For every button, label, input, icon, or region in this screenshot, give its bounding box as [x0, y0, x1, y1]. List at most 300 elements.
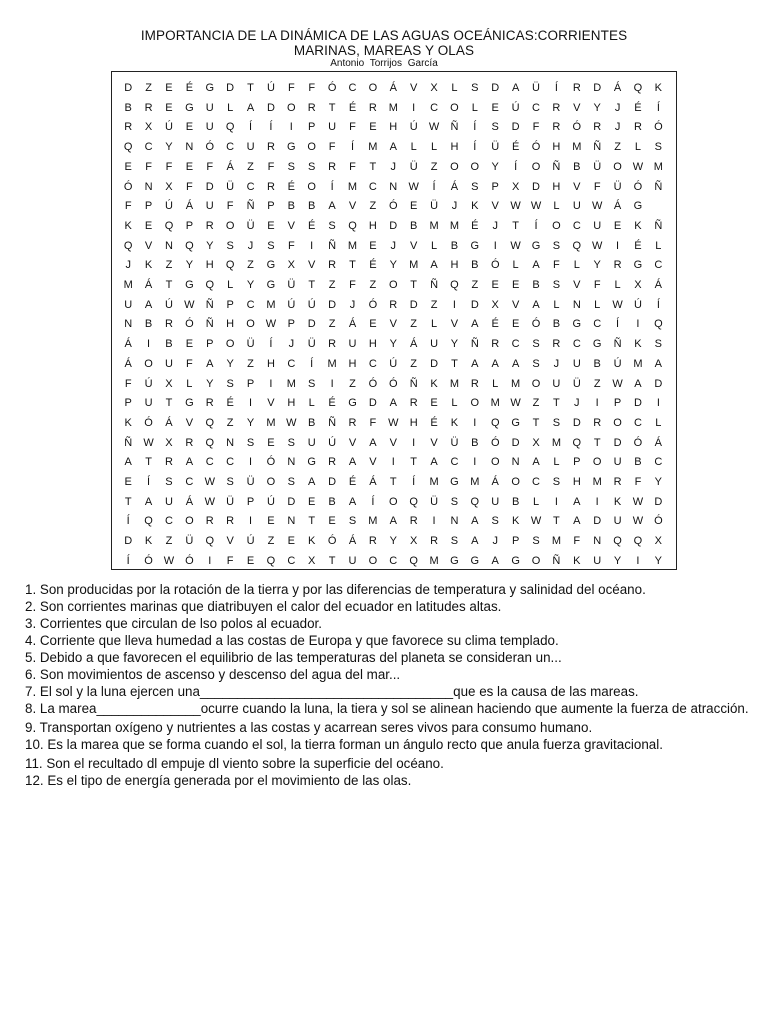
grid-letter: F [634, 476, 642, 488]
grid-letter: H [389, 121, 398, 134]
grid-letter: I [595, 397, 599, 410]
grid-letter: L [430, 239, 438, 252]
grid-letter: O [388, 279, 398, 291]
grid-letter: Y [593, 101, 601, 114]
grid-letter: Ú [165, 298, 173, 311]
grid-letter: Ú [266, 495, 275, 508]
grid-letter: X [654, 535, 663, 548]
grid-letter: Ú [633, 298, 642, 311]
grid-letter: L [186, 377, 193, 390]
grid-letter: V [573, 180, 581, 193]
grid-letter: K [654, 82, 663, 94]
grid-letter: I [636, 554, 640, 567]
grid-letter: L [614, 279, 621, 291]
grid-letter: H [205, 259, 214, 272]
grid-letter: L [655, 239, 662, 252]
grid-letter: T [247, 82, 254, 94]
grid-letter: Q [123, 239, 133, 252]
grid-letter: V [369, 456, 377, 469]
grid-letter: I [473, 416, 477, 429]
grid-letter: H [368, 338, 377, 351]
grid-row [118, 137, 670, 157]
grid-letter: R [328, 160, 337, 173]
grid-letter: E [491, 101, 499, 114]
grid-letter: E [267, 436, 275, 449]
grid-letter: U [572, 357, 581, 370]
grid-letter: Í [269, 121, 273, 134]
grid-letter: Ú [511, 101, 520, 114]
grid-letter: R [165, 318, 173, 331]
grid-letter: Q [633, 82, 643, 94]
grid-letter: M [429, 476, 439, 488]
grid-letter: X [409, 535, 418, 548]
grid-letter: V [185, 416, 194, 429]
grid-letter: Ú [165, 121, 173, 134]
grid-letter: C [246, 298, 255, 311]
grid-letter: M [123, 279, 133, 291]
grid-letter: R [185, 436, 194, 449]
grid-letter: Á [654, 436, 663, 449]
grid-letter: D [226, 82, 235, 94]
grid-letter: Í [473, 141, 477, 154]
grid-letter: F [532, 121, 540, 134]
grid-letter: Ñ [430, 279, 439, 291]
grid-letter: A [532, 456, 540, 469]
grid-letter: B [511, 495, 520, 508]
grid-letter: Ó [185, 554, 194, 567]
grid-letter: Y [491, 160, 499, 173]
grid-letter: M [449, 377, 460, 390]
grid-letter: M [327, 357, 337, 370]
grid-letter: N [144, 180, 153, 193]
grid-letter: Ú [287, 298, 296, 311]
page-subtitle: MARINAS, MAREAS Y OLAS [293, 43, 475, 58]
grid-letter: Ú [165, 200, 173, 213]
grid-letter: G [266, 259, 276, 272]
grid-letter: Y [613, 554, 622, 567]
grid-letter: W [510, 397, 521, 410]
grid-letter: S [471, 82, 479, 94]
grid-letter: C [572, 338, 581, 351]
grid-letter: X [308, 554, 316, 567]
grid-letter: L [471, 101, 478, 114]
grid-letter: U [144, 397, 153, 410]
grid-letter: Ú [266, 82, 275, 94]
grid-letter: O [490, 456, 500, 469]
grid-row [118, 393, 670, 413]
grid-letter: W [591, 239, 603, 252]
grid-letter: O [287, 101, 296, 114]
grid-letter: B [552, 318, 561, 331]
question-item: 6. Son movimientos de ascenso y descenso del agua del mar... [25, 667, 401, 682]
question-item: 1. Son producidas por la rotación de la tierra y por las diferencias de temperatura y salinidad del océano. [25, 582, 646, 597]
grid-letter: Ñ [205, 298, 214, 311]
grid-letter: Á [185, 495, 194, 508]
grid-letter: X [491, 298, 499, 311]
grid-letter: T [369, 160, 377, 173]
grid-letter: C [368, 180, 377, 193]
grid-row [118, 433, 670, 453]
grid-letter: Á [654, 279, 663, 291]
grid-letter: Í [330, 180, 334, 193]
grid-row [118, 157, 670, 177]
grid-letter: Ñ [124, 436, 133, 449]
grid-letter: R [348, 416, 357, 429]
grid-letter: D [572, 416, 581, 429]
grid-letter: S [532, 357, 540, 370]
grid-letter: W [510, 200, 521, 213]
grid-letter: L [553, 456, 560, 469]
grid-letter: V [511, 298, 520, 311]
grid-letter: W [632, 160, 644, 173]
grid-letter: X [165, 180, 173, 193]
grid-letter: T [410, 456, 418, 469]
grid-letter: N [389, 180, 398, 193]
grid-letter: S [491, 515, 499, 528]
grid-letter: É [491, 318, 499, 331]
grid-row [118, 216, 670, 236]
grid-letter: Ü [307, 338, 316, 351]
grid-letter: H [409, 416, 418, 429]
grid-letter: C [654, 456, 663, 469]
grid-letter: U [613, 456, 622, 469]
grid-letter: V [430, 436, 438, 449]
grid-letter: T [553, 515, 560, 528]
grid-letter: D [613, 436, 622, 449]
grid-letter: G [307, 456, 316, 469]
grid-letter: N [450, 515, 459, 528]
grid-letter: Á [389, 82, 397, 94]
grid-letter: Ü [246, 219, 255, 232]
grid-letter: J [614, 121, 621, 134]
grid-letter: G [185, 101, 194, 114]
grid-letter: C [430, 101, 439, 114]
grid-letter: B [573, 160, 581, 173]
grid-letter: Q [654, 318, 663, 331]
grid-letter: I [656, 397, 660, 410]
grid-letter: S [552, 476, 561, 488]
grid-letter: Í [534, 219, 538, 232]
grid-letter: Ó [123, 180, 133, 193]
grid-letter: L [553, 200, 560, 213]
grid-letter: Ü [246, 338, 255, 351]
grid-letter: Í [310, 357, 314, 370]
grid-letter: W [388, 416, 399, 429]
grid-letter: Ó [633, 180, 643, 193]
grid-letter: C [246, 180, 255, 193]
grid-letter: L [512, 259, 519, 272]
grid-letter: H [450, 141, 459, 154]
grid-letter: K [144, 259, 153, 272]
grid-letter: J [451, 200, 458, 213]
grid-letter: F [349, 279, 356, 291]
grid-letter: E [165, 82, 173, 94]
grid-letter: R [491, 338, 500, 351]
grid-letter: G [531, 239, 541, 252]
grid-letter: U [593, 219, 602, 232]
grid-letter: R [266, 141, 275, 154]
grid-letter: Á [144, 279, 153, 291]
grid-letter: C [654, 259, 663, 272]
grid-letter: D [511, 436, 520, 449]
grid-letter: N [124, 318, 133, 331]
grid-letter: H [552, 141, 561, 154]
grid-letter: E [124, 476, 132, 488]
grid-letter: F [186, 180, 193, 193]
grid-letter: O [307, 141, 316, 154]
grid-letter: H [266, 357, 275, 370]
grid-letter: I [493, 239, 497, 252]
grid-letter: Ú [246, 535, 255, 548]
grid-row [118, 452, 670, 472]
grid-letter: V [226, 535, 234, 548]
page-title: IMPORTANCIA DE LA DINÁMICA DE LAS AGUAS OCEÁNICAS:CORRIENTES [140, 28, 628, 43]
grid-letter: Ú [409, 121, 418, 134]
grid-letter: R [328, 456, 337, 469]
questions-list [25, 581, 763, 789]
grid-letter: F [308, 82, 316, 94]
grid-letter: Q [490, 416, 500, 429]
grid-letter: O [368, 82, 378, 94]
grid-letter: A [246, 101, 255, 114]
grid-letter: N [287, 515, 296, 528]
grid-letter: R [430, 535, 439, 548]
grid-row [118, 472, 670, 492]
grid-letter: É [308, 219, 316, 232]
grid-letter: Y [246, 279, 255, 291]
grid-letter: Á [491, 476, 499, 488]
grid-letter: Ü [409, 160, 418, 173]
grid-letter: Q [205, 279, 215, 291]
grid-letter: Ü [613, 180, 622, 193]
grid-letter: C [532, 101, 540, 114]
grid-letter: M [388, 101, 398, 114]
grid-letter: I [412, 436, 416, 449]
grid-letter: T [532, 416, 540, 429]
grid-letter: L [430, 318, 438, 331]
grid-letter: A [348, 456, 357, 469]
grid-letter: Z [267, 535, 275, 548]
grid-letter: J [492, 535, 498, 548]
grid-letter: Ñ [246, 200, 255, 213]
grid-letter: F [145, 160, 152, 173]
grid-letter: F [287, 239, 295, 252]
grid-letter: C [633, 416, 642, 429]
grid-letter: Z [430, 160, 438, 173]
grid-letter: C [185, 476, 194, 488]
grid-letter: Q [409, 495, 418, 508]
grid-letter: E [430, 397, 438, 410]
grid-letter: U [246, 141, 255, 154]
question-item: 7. El sol y la luna ejercen una__________________________________que es la causa de las mareas. [25, 684, 639, 699]
grid-letter: Z [328, 318, 336, 331]
grid-letter: T [308, 515, 316, 528]
grid-letter: T [451, 357, 458, 370]
grid-letter: T [410, 279, 418, 291]
grid-letter: S [552, 279, 561, 291]
grid-letter: Ó [205, 141, 215, 154]
grid-letter: U [307, 436, 316, 449]
grid-letter: Í [249, 121, 253, 134]
grid-letter: F [124, 200, 132, 213]
grid-letter: Q [450, 279, 459, 291]
grid-letter: W [612, 298, 623, 311]
grid-letter: A [491, 554, 499, 567]
grid-letter: T [349, 259, 356, 272]
grid-letter: Z [614, 141, 621, 154]
grid-letter: U [491, 495, 500, 508]
grid-letter: T [124, 495, 132, 508]
grid-letter: C [226, 456, 235, 469]
grid-letter: Ü [491, 141, 500, 154]
grid-letter: K [124, 219, 132, 232]
grid-letter: Z [410, 318, 418, 331]
grid-letter: C [205, 456, 214, 469]
grid-letter: Z [593, 377, 601, 390]
grid-letter: Ñ [552, 554, 561, 567]
grid-letter: G [470, 239, 480, 252]
grid-letter: E [185, 121, 194, 134]
grid-letter: R [165, 456, 173, 469]
grid-letter: O [450, 101, 459, 114]
grid-letter: P [573, 456, 581, 469]
grid-letter: E [613, 219, 622, 232]
grid-letter: R [552, 101, 561, 114]
grid-letter: Z [247, 259, 254, 272]
question-item: 3. Corrientes que circulan de lso polos al ecuador. [25, 616, 322, 631]
grid-letter: Ó [327, 82, 337, 94]
grid-letter: E [369, 318, 377, 331]
grid-letter: P [226, 298, 234, 311]
grid-letter: I [452, 298, 456, 311]
grid-letter: Z [410, 357, 418, 370]
grid-letter: T [165, 397, 173, 410]
grid-letter: P [491, 180, 499, 193]
grid-letter: E [246, 554, 255, 567]
grid-letter: Á [226, 160, 234, 173]
grid-letter: R [409, 397, 418, 410]
grid-letter: Y [654, 554, 663, 567]
grid-letter: B [308, 200, 316, 213]
grid-letter: Ú [307, 298, 316, 311]
grid-letter: A [144, 298, 153, 311]
grid-letter: G [470, 554, 480, 567]
grid-letter: L [553, 298, 560, 311]
grid-letter: P [511, 535, 520, 548]
grid-letter: E [165, 101, 173, 114]
grid-letter: M [429, 554, 439, 567]
grid-letter: Ñ [613, 338, 622, 351]
grid-letter: S [328, 219, 336, 232]
grid-row [118, 492, 670, 512]
grid-letter: M [511, 377, 521, 390]
grid-letter: S [267, 239, 275, 252]
grid-letter: O [307, 180, 316, 193]
grid-letter: F [287, 82, 295, 94]
grid-letter: U [124, 298, 133, 311]
grid-letter: R [124, 121, 133, 134]
grid-letter: M [266, 298, 276, 311]
grid-letter: S [450, 535, 459, 548]
grid-letter: I [330, 377, 334, 390]
grid-letter: A [634, 377, 642, 390]
grid-letter: F [328, 141, 336, 154]
grid-letter: G [287, 141, 296, 154]
grid-letter: Á [450, 180, 459, 193]
grid-letter: R [205, 515, 214, 528]
grid-letter: Ü [226, 180, 235, 193]
grid-letter: D [633, 397, 642, 410]
grid-letter: G [511, 554, 520, 567]
grid-letter: W [184, 298, 195, 311]
grid-letter: H [572, 476, 581, 488]
grid-letter: G [205, 82, 215, 94]
grid-letter: F [553, 259, 560, 272]
grid-letter: W [204, 476, 215, 488]
grid-letter: G [592, 338, 602, 351]
grid-letter: T [328, 554, 336, 567]
grid-row [118, 354, 670, 374]
grid-letter: R [409, 515, 418, 528]
grid-letter: U [165, 357, 173, 370]
grid-letter: Ó [185, 318, 194, 331]
grid-letter: C [287, 554, 296, 567]
grid-letter: Á [613, 82, 622, 94]
grid-letter: A [348, 495, 357, 508]
grid-letter: F [573, 535, 581, 548]
grid-letter: Ú [389, 357, 398, 370]
grid-letter: X [144, 121, 153, 134]
grid-letter: F [593, 180, 601, 193]
grid-letter: P [144, 200, 153, 213]
grid-letter: N [226, 436, 235, 449]
grid-letter: M [368, 515, 378, 528]
grid-letter: É [287, 180, 295, 193]
grid-letter: E [185, 338, 194, 351]
grid-letter: R [593, 416, 602, 429]
grid-letter: R [613, 476, 622, 488]
grid-letter: I [249, 456, 253, 469]
grid-letter: Ñ [470, 338, 479, 351]
grid-letter: M [409, 259, 419, 272]
grid-letter: R [144, 101, 153, 114]
grid-letter: O [225, 219, 235, 232]
grid-letter: Z [247, 160, 254, 173]
grid-letter: A [573, 495, 581, 508]
grid-letter: A [206, 357, 214, 370]
grid-letter: M [429, 219, 439, 232]
grid-letter: U [572, 200, 581, 213]
grid-letter: E [267, 515, 275, 528]
grid-letter: U [165, 495, 173, 508]
grid-letter: Ó [633, 436, 643, 449]
grid-row [118, 413, 670, 433]
grid-letter: M [347, 180, 358, 193]
grid-letter: I [208, 554, 212, 567]
grid-letter: L [532, 495, 540, 508]
grid-letter: R [226, 515, 235, 528]
grid-letter: B [287, 200, 295, 213]
grid-letter: E [328, 515, 336, 528]
grid-letter: F [349, 121, 356, 134]
grid-letter: Ó [531, 141, 541, 154]
grid-letter: W [163, 554, 175, 567]
grid-letter: Q [266, 554, 276, 567]
grid-letter: S [471, 180, 479, 193]
grid-row [118, 236, 670, 256]
grid-letter: M [551, 535, 561, 548]
grid-letter: Ü [185, 535, 194, 548]
